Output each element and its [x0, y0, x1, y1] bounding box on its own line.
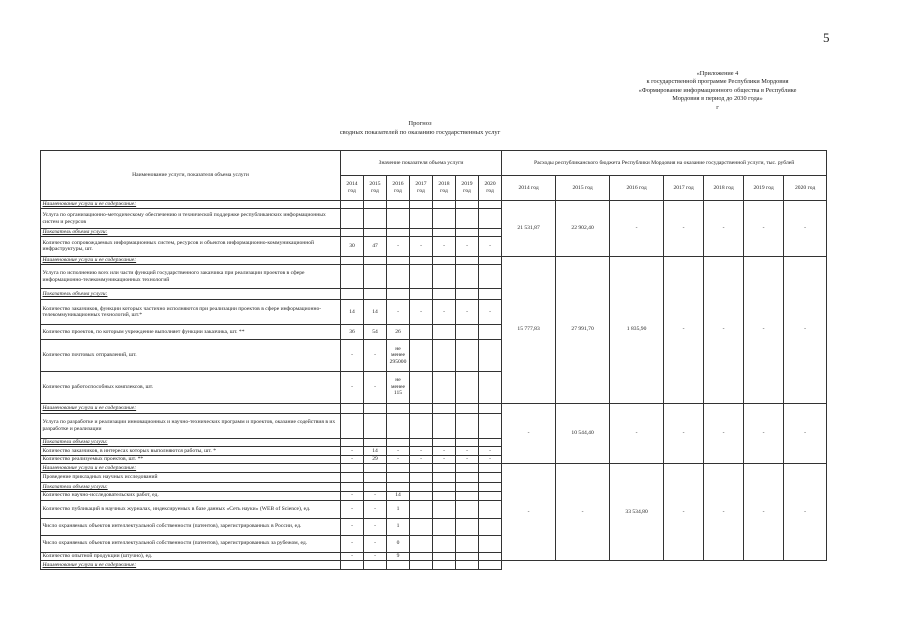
header-cost-year: 2020 год	[784, 175, 827, 200]
annex-line: «Приложение 4	[696, 70, 739, 77]
value-cell	[364, 403, 387, 413]
cost-cell: -	[784, 464, 827, 561]
row-label: Количество заказчиков, функции которых частично исполняются при реализации проектов в сфере информационно-телекоммуникационных технологий, шт.*	[41, 300, 341, 325]
value-cell	[341, 265, 364, 289]
value-cell: -	[387, 300, 410, 325]
value-cell	[364, 413, 387, 438]
value-cell	[479, 289, 502, 300]
value-cell	[364, 200, 387, 209]
cost-cell: 10 544,40	[556, 403, 610, 464]
table-row	[41, 464, 827, 473]
value-cell: 47	[364, 237, 387, 256]
value-cell: не менее 115	[387, 371, 410, 403]
value-cell	[410, 209, 433, 228]
section-heading: Наименование услуги и ее содержание:	[41, 464, 341, 473]
header-value-year: 2016 год	[387, 175, 410, 200]
value-cell	[456, 518, 479, 535]
value-cell	[341, 200, 364, 209]
table-row	[41, 256, 827, 265]
value-cell	[479, 483, 502, 492]
row-label: Проведение прикладных научных исследований	[41, 473, 341, 483]
value-cell: -	[364, 491, 387, 500]
value-cell: -	[479, 447, 502, 456]
value-cell: 0	[387, 535, 410, 552]
value-cell	[410, 265, 433, 289]
cost-cell: -	[502, 464, 556, 561]
value-cell	[387, 200, 410, 209]
value-cell: 29	[364, 455, 387, 464]
annex-line: г	[716, 103, 719, 111]
value-cell	[410, 438, 433, 447]
header-value-year: 2020 год	[479, 175, 502, 200]
value-cell	[456, 371, 479, 403]
value-cell	[341, 483, 364, 492]
table-row	[41, 561, 827, 570]
value-cell	[410, 464, 433, 473]
section-heading: Наименование услуги и ее содержание:	[41, 561, 341, 570]
cost-cell: -	[784, 256, 827, 403]
value-cell	[479, 473, 502, 483]
cost-cell: -	[556, 464, 610, 561]
header-value-year: 2014 год	[341, 175, 364, 200]
value-cell	[410, 228, 433, 237]
value-cell: -	[364, 340, 387, 372]
value-cell: -	[410, 447, 433, 456]
value-cell: -	[341, 455, 364, 464]
value-cell	[456, 500, 479, 518]
section-heading: Наименование услуги и ее содержание:	[41, 200, 341, 209]
value-cell: 14	[387, 491, 410, 500]
value-cell	[410, 535, 433, 552]
value-cell	[387, 473, 410, 483]
section-heading: Наименование услуги и ее содержание:	[41, 256, 341, 265]
annex-line: к государственной программе Республики Мордовия	[646, 78, 789, 86]
cost-cell: -	[610, 403, 664, 464]
value-cell	[479, 209, 502, 228]
row-label: Количество публикаций в научных журналах, индексируемых в базе данных «Сеть науки» (WEB of Science), ед.	[41, 500, 341, 518]
value-cell	[364, 483, 387, 492]
value-cell: -	[456, 455, 479, 464]
value-cell	[387, 228, 410, 237]
table-row	[41, 403, 827, 413]
cost-cell: 1 835,90	[610, 256, 664, 403]
value-cell: -	[433, 300, 456, 325]
value-cell	[479, 491, 502, 500]
cost-cell: -	[664, 464, 704, 561]
cost-cell: -	[744, 256, 784, 403]
value-cell	[433, 265, 456, 289]
value-cell	[341, 403, 364, 413]
value-cell	[456, 209, 479, 228]
value-cell	[479, 413, 502, 438]
value-cell	[456, 413, 479, 438]
value-cell	[479, 371, 502, 403]
cost-cell: 21 531,87	[502, 200, 556, 256]
row-label: Количество заказчиков, в интересах которых выполняются работы, шт. *	[41, 447, 341, 456]
value-cell	[456, 289, 479, 300]
value-cell	[433, 325, 456, 340]
value-cell	[456, 325, 479, 340]
title-line: сводных показателей по оказанию государственных услуг	[339, 128, 501, 136]
section-heading: Показатель объема услуги:	[41, 228, 341, 237]
value-cell	[479, 403, 502, 413]
value-cell	[387, 289, 410, 300]
header-cost-year: 2019 год	[744, 175, 784, 200]
value-cell: -	[341, 371, 364, 403]
value-cell	[456, 491, 479, 500]
value-cell	[456, 228, 479, 237]
value-cell: -	[410, 300, 433, 325]
value-cell: не менее 295000	[387, 340, 410, 372]
value-cell	[433, 403, 456, 413]
value-cell	[410, 340, 433, 372]
row-label: Количество научно-исследовательских работ, ед.	[41, 491, 341, 500]
value-cell	[364, 209, 387, 228]
value-cell: -	[456, 300, 479, 325]
value-cell	[479, 265, 502, 289]
value-cell	[433, 256, 456, 265]
cost-cell: -	[744, 464, 784, 561]
cost-cell: -	[664, 200, 704, 256]
value-cell: -	[433, 447, 456, 456]
value-cell	[433, 518, 456, 535]
row-label: Услуга по разработке и реализации инновационных и научно-технических программ и проектов, оказание содействия в их разработке и реализации	[41, 413, 341, 438]
value-cell	[433, 535, 456, 552]
title-line: Прогноз	[408, 120, 432, 127]
value-cell: 9	[387, 552, 410, 561]
value-cell: -	[410, 455, 433, 464]
value-cell	[410, 561, 433, 570]
section-heading: Показатель объема услуги:	[41, 289, 341, 300]
value-cell	[456, 464, 479, 473]
value-cell	[410, 491, 433, 500]
value-cell	[387, 256, 410, 265]
value-cell	[341, 473, 364, 483]
value-cell	[410, 256, 433, 265]
forecast-table	[40, 150, 827, 570]
row-label: Количество опытной продукции (штучно), ед.	[41, 552, 341, 561]
value-cell	[456, 265, 479, 289]
value-cell: 14	[364, 300, 387, 325]
header-cost-year: 2015 год	[556, 175, 610, 200]
value-cell	[410, 289, 433, 300]
value-cell: -	[341, 500, 364, 518]
value-cell	[479, 500, 502, 518]
value-cell	[364, 265, 387, 289]
value-cell	[387, 483, 410, 492]
value-cell	[387, 209, 410, 228]
cost-cell: -	[784, 200, 827, 256]
value-cell	[433, 438, 456, 447]
header-name: Наименование услуги, показателя объема услуги	[41, 151, 341, 201]
value-cell	[341, 256, 364, 265]
header-value-year: 2019 год	[456, 175, 479, 200]
value-cell	[364, 473, 387, 483]
value-cell: -	[387, 237, 410, 256]
value-cell	[341, 209, 364, 228]
value-cell	[410, 200, 433, 209]
value-cell: -	[387, 455, 410, 464]
value-cell	[433, 413, 456, 438]
value-cell	[364, 464, 387, 473]
value-cell: -	[341, 518, 364, 535]
value-cell: 54	[364, 325, 387, 340]
row-label: Количество реализуемых проектов, шт. **	[41, 455, 341, 464]
section-heading: Показатели объема услуги:	[41, 483, 341, 492]
value-cell	[410, 483, 433, 492]
value-cell: -	[387, 447, 410, 456]
value-cell: -	[364, 500, 387, 518]
value-cell	[410, 473, 433, 483]
value-cell	[456, 403, 479, 413]
value-cell	[456, 552, 479, 561]
value-cell	[479, 325, 502, 340]
value-cell: -	[410, 237, 433, 256]
value-cell	[387, 561, 410, 570]
cost-cell: -	[664, 403, 704, 464]
cost-cell: 22 902,40	[556, 200, 610, 256]
value-cell	[387, 265, 410, 289]
value-cell: -	[341, 535, 364, 552]
row-label: Количество почтовых отправлений, шт.	[41, 340, 341, 372]
value-cell: -	[341, 552, 364, 561]
cost-cell: -	[744, 200, 784, 256]
row-label: Услуга по исполнению всех или части функций государственного заказчика при реализации проектов в сфере информационно-телекоммуникационных технологий	[41, 265, 341, 289]
value-cell: -	[456, 447, 479, 456]
cost-cell: -	[610, 200, 664, 256]
value-cell	[456, 561, 479, 570]
value-cell	[364, 228, 387, 237]
header-cost-year: 2017 год	[664, 175, 704, 200]
header-costs-group: Расходы республиканского бюджета Республики Мордовия на оказание государственной услуги, тыс. рублей	[502, 151, 827, 176]
row-label: Количество работоспособных комплексов, шт.	[41, 371, 341, 403]
cost-cell: -	[784, 403, 827, 464]
annex-note	[610, 70, 825, 112]
value-cell	[410, 413, 433, 438]
value-cell: 26	[387, 325, 410, 340]
value-cell: 30	[341, 237, 364, 256]
value-cell	[456, 200, 479, 209]
value-cell	[341, 438, 364, 447]
value-cell	[433, 464, 456, 473]
cost-cell: 15 777,83	[502, 256, 556, 403]
row-label: Количество проектов, по которым учреждение выполняет функции заказчика, шт. **	[41, 325, 341, 340]
value-cell	[433, 561, 456, 570]
value-cell	[410, 371, 433, 403]
value-cell	[479, 256, 502, 265]
value-cell	[479, 552, 502, 561]
header-cost-year: 2016 год	[610, 175, 664, 200]
value-cell	[479, 561, 502, 570]
value-cell	[433, 500, 456, 518]
value-cell	[433, 552, 456, 561]
document-title	[330, 120, 510, 137]
cost-cell: -	[704, 256, 744, 403]
header-values-group: Значение показателя объема услуги	[341, 151, 502, 176]
value-cell	[456, 340, 479, 372]
header-value-year: 2017 год	[410, 175, 433, 200]
value-cell: 14	[364, 447, 387, 456]
section-heading: Показатели объема услуги:	[41, 438, 341, 447]
value-cell	[387, 464, 410, 473]
value-cell	[410, 552, 433, 561]
value-cell	[387, 413, 410, 438]
row-label: Число охраняемых объектов интеллектуальной собственности (патентов), зарегистрированных в России, ед.	[41, 518, 341, 535]
value-cell	[433, 371, 456, 403]
annex-line: «Формирование информационного общества в Республике	[638, 86, 797, 94]
value-cell	[479, 200, 502, 209]
value-cell	[341, 289, 364, 300]
row-label: Услуга по организационно-методическому обеспечению и технической поддержке республиканских информационных систем и ресурсов	[41, 209, 341, 228]
value-cell: 1	[387, 518, 410, 535]
value-cell	[410, 518, 433, 535]
value-cell	[479, 518, 502, 535]
cost-cell: -	[704, 403, 744, 464]
header-row	[41, 151, 827, 176]
value-cell	[456, 256, 479, 265]
value-cell: 14	[341, 300, 364, 325]
row-label: Количество сопровождаемых информационных систем, ресурсов и объектов информационно-коммуникационной инфраструктуры, шт.	[41, 237, 341, 256]
cost-cell: -	[664, 256, 704, 403]
cost-cell: -	[744, 403, 784, 464]
value-cell	[341, 561, 364, 570]
value-cell	[341, 464, 364, 473]
value-cell	[479, 535, 502, 552]
value-cell	[479, 340, 502, 372]
value-cell: -	[479, 237, 502, 256]
value-cell: -	[341, 491, 364, 500]
cost-cell: -	[704, 200, 744, 256]
value-cell	[433, 491, 456, 500]
row-label: Число охраняемых объектов интеллектуальной собственности (патентов), зарегистрированных за рубежом, ед.	[41, 535, 341, 552]
value-cell: -	[364, 535, 387, 552]
value-cell	[410, 403, 433, 413]
header-value-year: 2015 год	[364, 175, 387, 200]
value-cell	[387, 438, 410, 447]
value-cell: 36	[341, 325, 364, 340]
value-cell	[456, 483, 479, 492]
value-cell: -	[479, 300, 502, 325]
header-cost-year: 2014 год	[502, 175, 556, 200]
value-cell: -	[433, 455, 456, 464]
value-cell	[479, 228, 502, 237]
cost-cell: -	[704, 464, 744, 561]
value-cell: -	[364, 552, 387, 561]
value-cell	[433, 209, 456, 228]
header-cost-year: 2018 год	[704, 175, 744, 200]
value-cell: -	[341, 340, 364, 372]
value-cell: -	[341, 447, 364, 456]
cost-cell: 27 991,70	[556, 256, 610, 403]
value-cell	[341, 228, 364, 237]
value-cell	[456, 535, 479, 552]
value-cell	[479, 464, 502, 473]
value-cell	[387, 403, 410, 413]
annex-line: Мордовия в период до 2030 года»	[672, 95, 763, 103]
value-cell	[364, 256, 387, 265]
value-cell	[341, 413, 364, 438]
value-cell	[410, 325, 433, 340]
value-cell	[433, 200, 456, 209]
value-cell	[433, 289, 456, 300]
cost-cell: 33 534,80	[610, 464, 664, 561]
value-cell: -	[364, 371, 387, 403]
value-cell	[433, 473, 456, 483]
value-cell: -	[479, 455, 502, 464]
header-value-year: 2018 год	[433, 175, 456, 200]
value-cell: -	[456, 237, 479, 256]
value-cell	[433, 340, 456, 372]
page-number: 5	[823, 30, 830, 45]
value-cell: -	[364, 518, 387, 535]
value-cell	[479, 438, 502, 447]
value-cell	[364, 289, 387, 300]
value-cell: -	[433, 237, 456, 256]
value-cell: 1	[387, 500, 410, 518]
value-cell	[364, 438, 387, 447]
value-cell	[364, 561, 387, 570]
cost-cell: -	[502, 403, 556, 464]
value-cell	[456, 438, 479, 447]
section-heading: Наименование услуги и ее содержание:	[41, 403, 341, 413]
value-cell	[433, 228, 456, 237]
value-cell	[456, 473, 479, 483]
value-cell	[410, 500, 433, 518]
value-cell	[433, 483, 456, 492]
table-row	[41, 200, 827, 209]
